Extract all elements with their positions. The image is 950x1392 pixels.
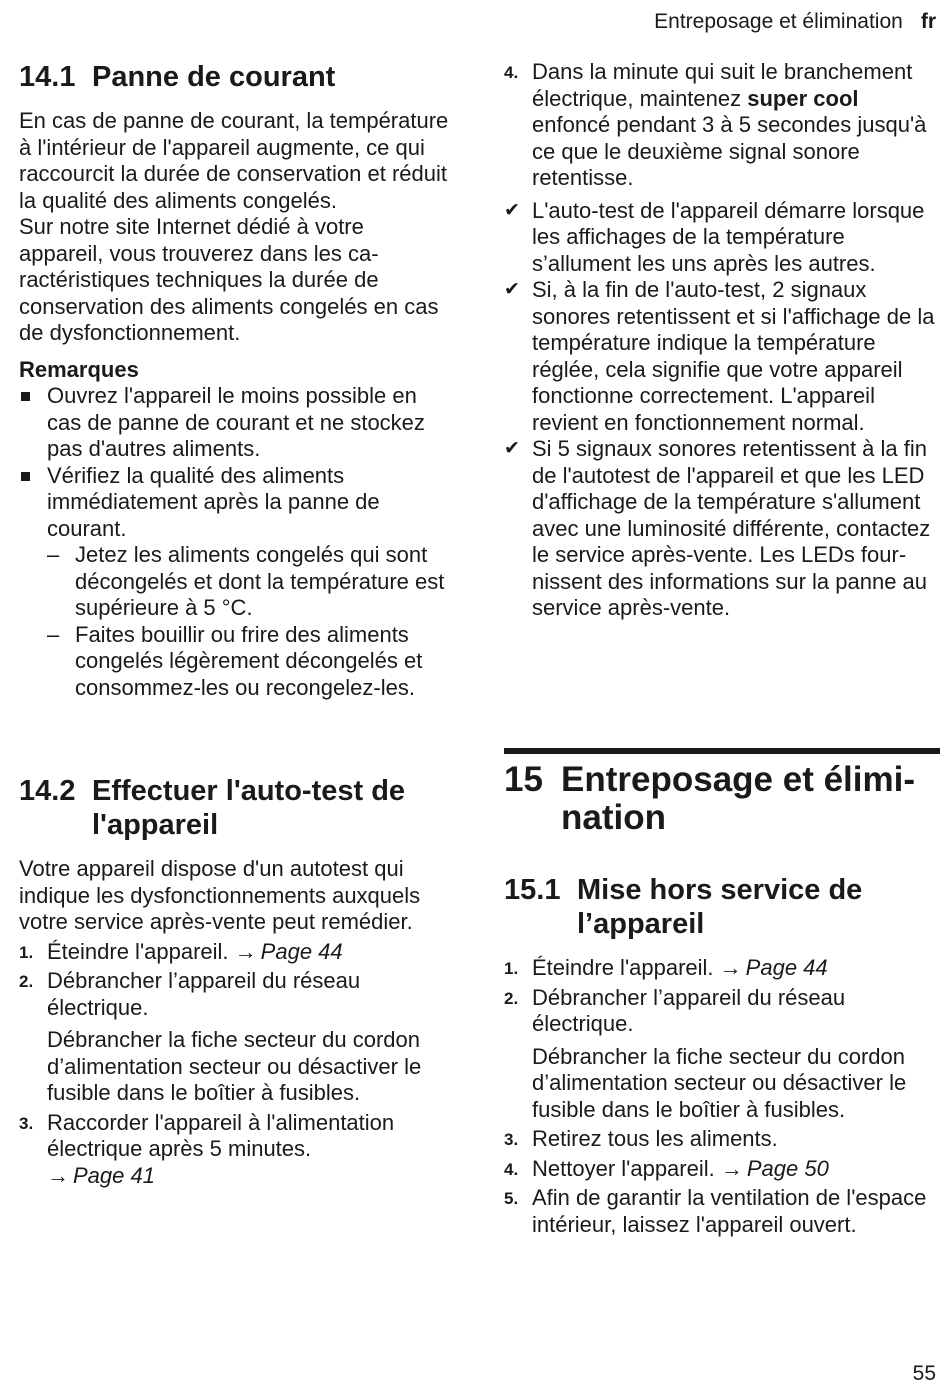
step-number: 4. (504, 63, 519, 82)
section-title-line: Mise hors service de (577, 874, 863, 906)
step-number: 2. (19, 972, 34, 991)
arrow-right-icon: → (719, 955, 742, 980)
result-item: ✔ Si, à la fin de l'auto-test, 2 signaux sonores retentissent et si l'affichage de la température indique la température réglée, cela signifie que votre appareil fonctionne correctement. L'appareil revient en fonctionnement normal. (504, 277, 935, 435)
section-number: 15.1 (504, 874, 561, 906)
arrow-right-icon: → (720, 1155, 743, 1181)
step-number: 5. (504, 1189, 519, 1208)
page-reference-link[interactable]: Page 41 (73, 1162, 155, 1188)
chapter-15-heading (504, 761, 931, 837)
result-item: ✔ L'auto-test de l'appareil démarre lorsque les affichages de la température s’allument les uns après les autres. (504, 197, 925, 276)
numbered-step: 1. Éteindre l'appareil. → Page 44 (504, 955, 936, 982)
section-15-1-heading (504, 873, 862, 941)
arrow-right-icon: → (234, 938, 257, 964)
bullet-item: Ouvrez l'appareil le moins possible en cas de panne de courant et ne stockez pas d'autres aliments. (19, 383, 449, 463)
numbered-step: 1. Éteindre l'appareil. → Page 44 (19, 939, 449, 966)
button-name-super-cool: super cool (747, 85, 859, 111)
section-title-line: Effectuer l'auto-test de (92, 775, 406, 807)
numbered-step: 4. Nettoyer l'appareil. → Page 50 (504, 1156, 936, 1183)
step-number: 2. (504, 988, 519, 1008)
checkmark-icon: ✔ (504, 279, 520, 300)
dash-item: – Faites bouillir ou frire des aliments congelés légèrement décongelés et consommez-les ou recongelez-les. (47, 621, 423, 700)
step-number: 1. (19, 942, 34, 962)
running-header-title: Entreposage et élimination (654, 10, 903, 33)
section-title-line: l’appareil (577, 908, 705, 940)
language-tag: fr (920, 10, 936, 33)
numbered-step: 5. Afin de garantir la ventilation de l'espace intérieur, laissez l'appareil ouvert. (504, 1185, 927, 1237)
arrow-right-icon: → (47, 1162, 69, 1188)
result-item: ✔ Si 5 signaux sonores retentissent à la fin de l'autotest de l'appareil et que les LED d'affichage de la température s'allument avec une luminosité différente, contactez le service après-vente. Les LEDs fournissent des informations sur la panne au service après-vente. (504, 436, 931, 620)
section-number: 14.1 (19, 61, 76, 93)
numbered-step: 3. Retirez tous les aliments. (504, 1126, 936, 1153)
page-reference-link[interactable]: Page 44 (260, 938, 343, 964)
dash-marker: – (47, 542, 60, 567)
step-number: 4. (504, 1159, 519, 1179)
paragraph: Sur notre site Internet dédié à votre appareil, vous trouverez dans les caractéristiques techniques la durée de conservation des aliments congelés en cas de dysfonctionnement. (19, 214, 439, 345)
paragraph: Votre appareil dispose d'un autotest qui indique les dysfonctionnements auxquels votre service après-vente peut remédier. (19, 856, 421, 934)
numbered-step: 3. Raccorder l'appareil à l'alimentation électrique après 5 minutes. → Page 41 (19, 1109, 395, 1188)
page-number: 55 (912, 1362, 936, 1385)
checkmark-icon: ✔ (504, 438, 520, 459)
section-14-2-continued (504, 59, 936, 622)
step-number: 1. (504, 959, 519, 978)
step-number: 3. (504, 1130, 519, 1149)
section-14-1-heading (19, 60, 335, 94)
numbered-step: 2. Débrancher l’appareil du réseau électrique. (504, 984, 846, 1036)
section-14-2-heading (19, 774, 405, 842)
numbered-step: 2. Débrancher l’appareil du réseau électrique. (19, 968, 361, 1020)
page-reference-link[interactable]: Page 50 (746, 1155, 829, 1181)
step-number: 3. (19, 1113, 34, 1133)
page-reference-link[interactable]: Page 44 (745, 955, 828, 980)
step-detail: Débrancher la fiche secteur du cordon d’alimentation secteur ou désactiver le fusible dans le boîtier à fusibles. (47, 1027, 422, 1105)
chapter-title: Entreposage et élimination (561, 760, 915, 837)
step-detail: Débrancher la fiche secteur du cordon d’alimentation secteur ou désactiver le fusible dans le boîtier à fusibles. (532, 1043, 907, 1122)
numbered-step: 4. Dans la minute qui suit le branchement électrique, maintenez super cool enfoncé pendant 3 à 5 secondes jusqu'à ce que le deuxième signal sonore retentisse. (504, 59, 927, 190)
section-15-1-body (504, 955, 936, 1238)
section-number: 14.2 (19, 775, 76, 807)
chapter-number: 15 (504, 760, 543, 799)
section-title: Panne de courant (92, 61, 336, 93)
bullet-square-icon (21, 392, 30, 401)
checkmark-icon: ✔ (504, 199, 520, 221)
dash-item: – Jetez les aliments congelés qui sont décongelés et dont la température est supérieure à 5 °C. (47, 542, 445, 620)
chapter-divider (504, 748, 940, 754)
dash-marker: – (47, 621, 60, 647)
paragraph: En cas de panne de courant, la température à l'intérieur de l'appareil augmente, ce qui raccourcit la durée de conservation et réduit la qualité des aliments congelés. (19, 108, 449, 213)
notes-heading: Remarques (19, 356, 139, 382)
running-header (654, 9, 936, 35)
bullet-item: Vérifiez la qualité des aliments immédiatement après la panne de courant. (19, 463, 449, 543)
section-14-2-body (19, 856, 449, 1189)
bullet-square-icon (21, 472, 30, 481)
section-title-line: l'appareil (92, 809, 219, 841)
section-14-1-body (19, 108, 449, 701)
